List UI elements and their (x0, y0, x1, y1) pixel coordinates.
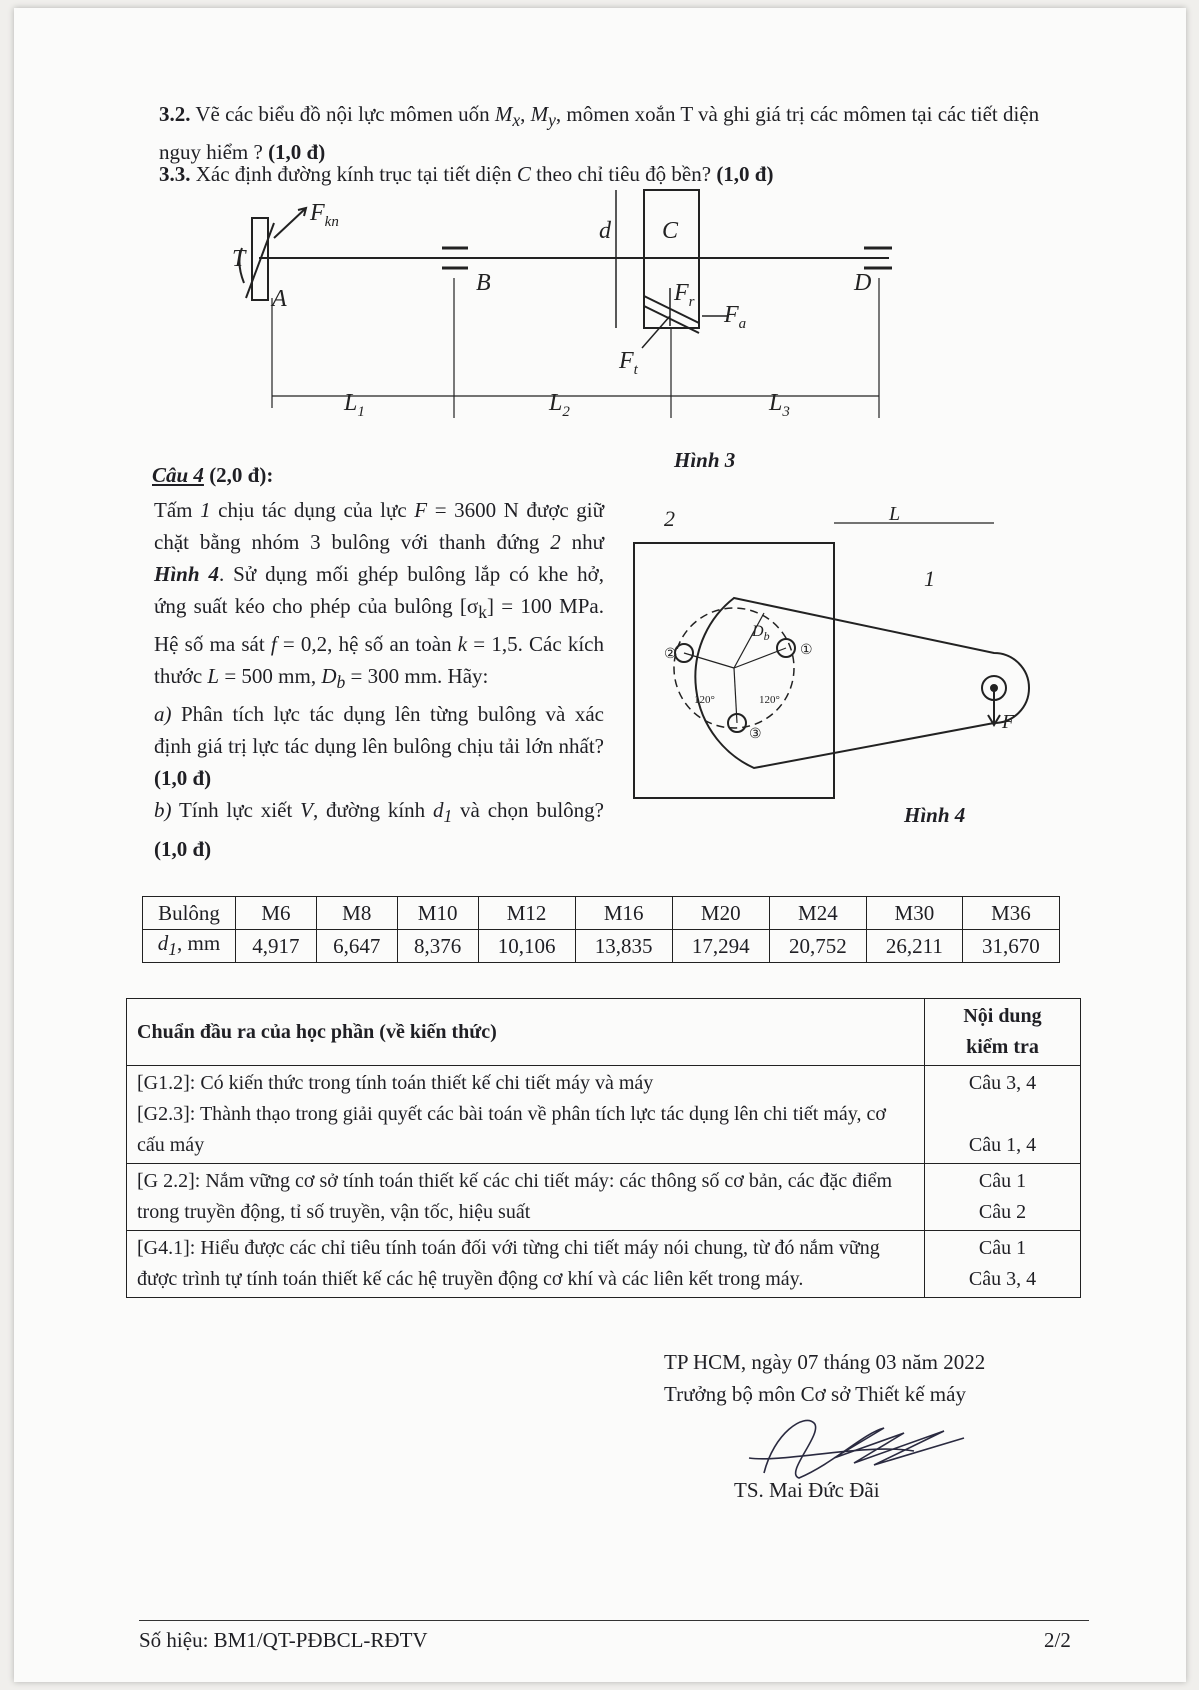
clo-header-right-2: kiểm tra (966, 1036, 1039, 1058)
my-sub: y (548, 110, 556, 131)
q4-part-b-text: Tính lực xiết (171, 798, 301, 823)
label-fr-sub: r (688, 294, 695, 310)
bolt-size-row (143, 897, 1060, 930)
label-diameter: d (599, 218, 611, 244)
q4-text: = 3600 N được giữ chặt bằng nhóm 3 bulông với thanh đứng (154, 498, 605, 554)
bolt-diameter-cell: 20,752 (769, 930, 866, 963)
q4-d1-sub: 1 (443, 806, 453, 827)
clo-row-3 (127, 1231, 1081, 1298)
question-4-body (154, 494, 604, 865)
q4-force-v: V (300, 798, 313, 823)
bolt-size-cell: M36 (962, 897, 1059, 930)
q4-sigma-sub: k (478, 602, 487, 623)
figure-3-shaft-diagram (224, 198, 1104, 468)
q4-part-a-label: a) (154, 702, 172, 727)
label-c: C (662, 218, 679, 244)
q4-part-b-label: b) (154, 798, 172, 823)
label-d: D (854, 270, 872, 296)
fkn-arrow (274, 208, 306, 238)
q4-part-b-score: (1,0 đ) (154, 836, 212, 861)
bolt-diameter-table (142, 896, 1060, 963)
label-ft-sub: t (633, 362, 638, 378)
label-plate-1: 1 (924, 566, 935, 591)
bolt-diameter-header (143, 930, 236, 963)
figure-3-caption: Hình 3 (674, 448, 736, 472)
clo-row-1-ref (925, 1066, 1081, 1164)
label-fa: F (724, 302, 739, 328)
bolt-label-1: ① (800, 643, 813, 658)
q4-diameter-sub: b (336, 672, 346, 693)
q4-text: = 500 mm, (219, 664, 322, 689)
q3-2-text-b: , mômen xoắn T và ghi giá trị các mômen tại các tiết diện nguy hiểm ? (159, 102, 1040, 165)
label-fkn-sub: kn (324, 214, 339, 230)
footer-rule (139, 1620, 1089, 1621)
radius-line-2 (684, 653, 734, 668)
svg-text:L3 (768, 390, 790, 420)
clo-row-2-ref (925, 1164, 1081, 1231)
ft-arrow (642, 316, 670, 348)
label-db: D (752, 623, 764, 640)
label-l1-sub: 1 (357, 404, 365, 420)
svg-text:L1 (343, 390, 365, 420)
mx-symbol: M (494, 102, 513, 126)
bolt-diameter-cell: 10,106 (478, 930, 575, 963)
clo-ref: Câu 3, 4 (968, 1072, 1037, 1094)
q4-length-l: L (207, 664, 220, 689)
coupling-slash (246, 223, 274, 298)
label-bar-2: 2 (664, 506, 675, 531)
q4-diameter-d: D (321, 664, 337, 689)
label-fa-sub: a (738, 316, 747, 332)
document-code: Số hiệu: BM1/QT-PĐBCL-RĐTV (139, 1628, 428, 1652)
clo-row-2 (127, 1164, 1081, 1231)
bolt-diameter-cell: 8,376 (397, 930, 478, 963)
label-b: B (476, 270, 491, 296)
question-4-heading (152, 463, 273, 488)
clo-ref: Câu 1 (978, 1170, 1027, 1192)
label-ft: F (619, 348, 634, 374)
figure-4-caption: Hình 4 (904, 803, 966, 827)
svg-text:Fa (723, 302, 746, 332)
d1-symbol: d (157, 931, 169, 956)
q4-text: Tấm (154, 498, 201, 522)
clo-header-right-1: Nội dung (963, 1005, 1042, 1027)
learning-outcomes-table (126, 998, 1081, 1298)
q4-part-a-score: (1,0 đ) (154, 766, 212, 791)
signature-department: Trưởng bộ môn Cơ sở Thiết kế máy (664, 1382, 966, 1406)
q4-bar-2: 2 (550, 530, 561, 554)
bolt-diameter-cell: 26,211 (866, 930, 962, 963)
q4-force-f: F (414, 498, 428, 522)
my-symbol: M (530, 102, 549, 126)
clo-ref: Câu 3, 4 (968, 1268, 1037, 1290)
bolt-size-cell: M30 (866, 897, 962, 930)
label-l2-sub: 2 (562, 404, 570, 420)
clo-ref: Câu 1 (978, 1237, 1027, 1259)
q3-3-text-a: Xác định đường kính trục tại tiết diện (195, 162, 517, 186)
bolt-size-cell: M12 (478, 897, 575, 930)
question-4-title: Câu 4 (152, 463, 204, 487)
q3-2-number: 3.2. (159, 102, 191, 126)
bolt-size-cell: M10 (397, 897, 478, 930)
label-l1: L (344, 390, 358, 416)
q4-text: = 1,5. Các kích thước (154, 632, 604, 689)
label-t: T (232, 246, 246, 272)
bolt-label-3: ③ (749, 727, 762, 742)
svg-text:Fr (673, 280, 695, 310)
q3-3-score: (1,0 đ) (716, 162, 774, 186)
label-l3: L (769, 390, 783, 416)
clo-header-left: Chuẩn đầu ra của học phần (về kiến thức) (127, 999, 925, 1066)
signer-name: TS. Mai Đức Đãi (734, 1478, 880, 1502)
q3-3-text-b: theo chỉ tiêu độ bền? (530, 162, 717, 186)
q3-2-text-a: Vẽ các biểu đồ nội lực mômen uốn (195, 102, 495, 126)
page-number: 2/2 (1044, 1628, 1071, 1652)
label-l3-sub: 3 (782, 404, 790, 420)
db-dimension (734, 613, 764, 668)
q3-2-score: (1,0 đ) (268, 140, 326, 165)
svg-text:Db (751, 623, 770, 643)
q4-d1: d (432, 798, 444, 823)
label-fkn: F (310, 200, 325, 226)
clo-ref: Câu 2 (978, 1201, 1027, 1223)
label-a: A (272, 286, 287, 312)
bolt-diameter-cell: 17,294 (672, 930, 769, 963)
bolt-size-header: Bulông (143, 897, 236, 930)
q4-friction-f: f (270, 632, 277, 657)
q4-text: như (560, 530, 604, 554)
clo-header-right (925, 999, 1081, 1066)
clo-row-3-ref (925, 1231, 1081, 1298)
clo-row-1 (127, 1066, 1081, 1164)
bolt-label-2: ② (664, 647, 677, 662)
q4-text: ] = 100 MPa. Hệ số ma sát (154, 594, 604, 657)
q3-3-number: 3.3. (159, 162, 191, 186)
bolt-diameter-cell: 31,670 (962, 930, 1059, 963)
clo-g23: [G2.3]: Thành thạo trong giải quyết các bài toán về phân tích lực tác dụng lên chi tiết máy, cơ cấu máy (137, 1103, 886, 1156)
bolt-size-cell: M6 (236, 897, 317, 930)
q4-part-b-text: và chọn bulông? (452, 798, 605, 823)
bolt-size-cell: M8 (316, 897, 397, 930)
bolt-diameter-cell: 13,835 (575, 930, 672, 963)
q4-text: chịu tác dụng của lực (210, 498, 415, 522)
clo-header-row (127, 999, 1081, 1066)
label-f: F (1002, 711, 1015, 733)
d1-unit: , mm (177, 931, 221, 956)
label-l2: L (549, 390, 563, 416)
label-l: L (889, 503, 901, 525)
figure-4-bolted-plate (634, 503, 1074, 848)
question-4-score: (2,0 đ): (203, 463, 274, 487)
svg-text:L2 (548, 390, 570, 420)
label-fr: F (674, 280, 689, 306)
clo-g22: [G 2.2]: Nắm vững cơ sở tính toán thiết kế các chi tiết máy: các thông số cơ bản, các đặc điểm trong truyền động, tỉ số truyền, vận tốc, hiệu suất (127, 1164, 925, 1231)
mx-sub: x (512, 110, 521, 131)
svg-text:Ft (618, 348, 639, 378)
q3-3-c: C (516, 162, 531, 186)
plate-1 (695, 598, 1029, 768)
clo-g12: [G1.2]: Có kiến thức trong tính toán thiết kế chi tiết máy và máy (137, 1072, 654, 1094)
angle-label-b: 120° (759, 694, 780, 706)
bolt-diameter-cell: 6,647 (316, 930, 397, 963)
bolt-size-cell: M16 (575, 897, 672, 930)
bolt-diameter-cell: 4,917 (236, 930, 317, 963)
clo-row-1-text (127, 1066, 925, 1164)
q3-2-comma: , (520, 102, 531, 126)
signature-date: TP HCM, ngày 07 tháng 03 năm 2022 (664, 1350, 986, 1374)
bolt-diameter-row (143, 930, 1060, 963)
d1-sub: 1 (168, 939, 178, 960)
q4-text: . Sử dụng mối ghép bulông lắp có khe hở, ứng suất kéo cho phép của bulông [σ (154, 562, 604, 618)
radius-line-1 (734, 648, 786, 668)
question-3-3 (159, 158, 1079, 190)
angle-label-a: 120° (694, 694, 715, 706)
clo-g41: [G4.1]: Hiểu được các chỉ tiêu tính toán đối với từng chi tiết máy nói chung, từ đó nắm vững được trình tự tính toán thiết kế các hệ truyền động cơ khí và các liên kết trong máy. (127, 1231, 925, 1298)
svg-text:Fkn (309, 200, 339, 230)
exam-page (14, 8, 1186, 1682)
q4-figure-ref: Hình 4 (154, 562, 219, 586)
clo-ref: Câu 1, 4 (968, 1134, 1037, 1156)
q4-part-b-text: , đường kính (312, 798, 433, 823)
bolt-size-cell: M20 (672, 897, 769, 930)
q4-text: = 300 mm. Hãy: (345, 664, 489, 689)
bolt-size-cell: M24 (769, 897, 866, 930)
label-db-sub: b (763, 629, 770, 643)
q4-safety-k: k (457, 632, 468, 657)
q4-plate-1: 1 (200, 498, 211, 522)
q4-text: = 0,2, hệ số an toàn (276, 632, 458, 657)
q4-part-a-text: Phân tích lực tác dụng lên từng bulông và xác định giá trị lực tác dụng lên bulông chịu tải lớn nhất? (154, 702, 604, 759)
